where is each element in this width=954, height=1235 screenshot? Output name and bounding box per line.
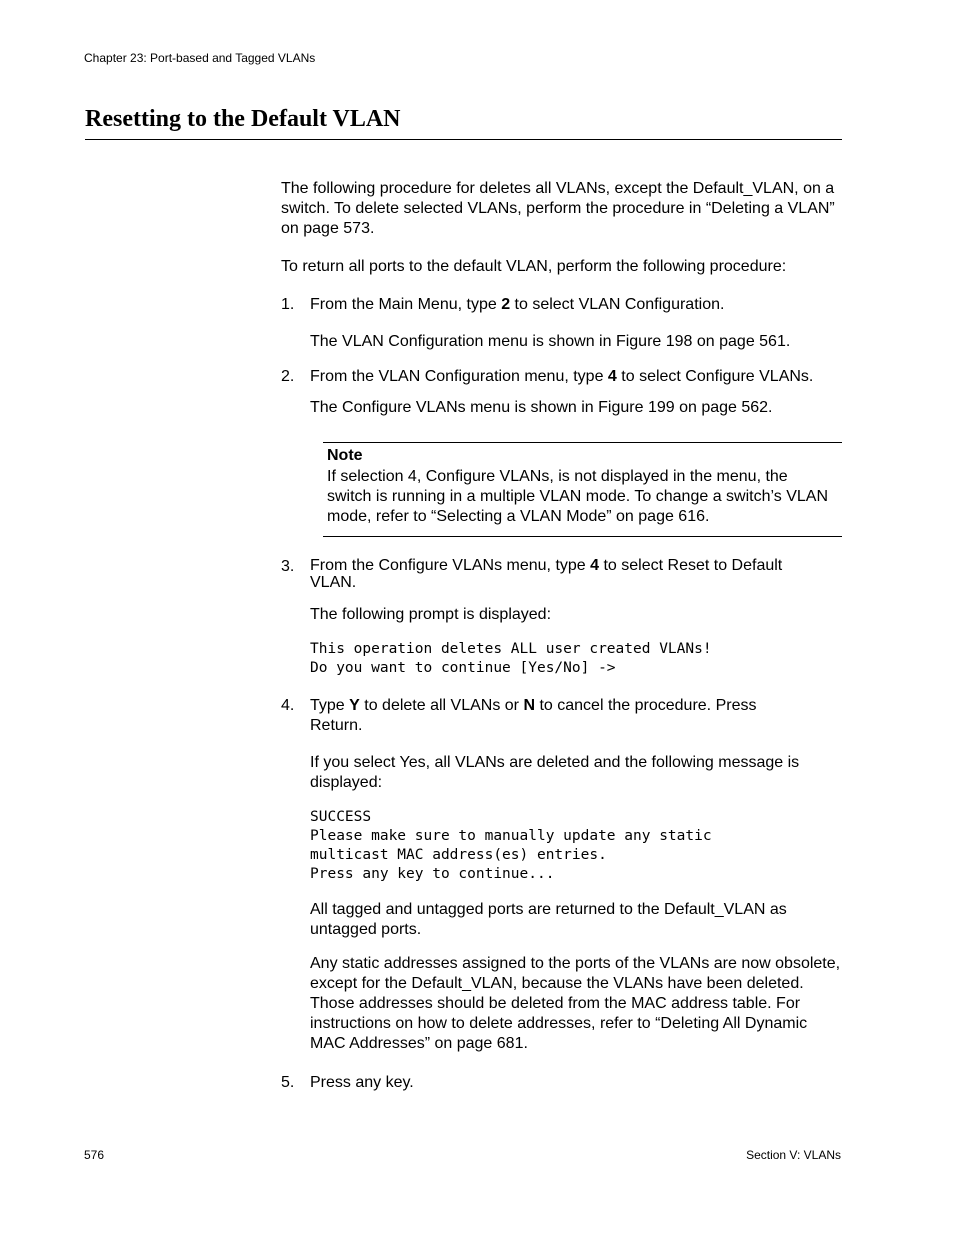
step-1-detail: The VLAN Configuration menu is shown in Figure 198 on page 561. xyxy=(310,333,791,350)
code-line: Do you want to continue [Yes/No] -> xyxy=(310,660,616,676)
step-2-key: 4 xyxy=(607,368,617,385)
intro-paragraph-1: The following procedure for deletes all VLANs, except the Default_VLAN, on a switch. To delete selected VLANs, perform the procedure in “Deleting a VLAN” on page 573. xyxy=(281,180,835,237)
step-4-detail-3: Any static addresses assigned to the ports of the VLANs are now obsolete, except for the Default_VLAN, because the VLANs have been deleted. Those addresses should be deleted from the MAC address table. For instructions on how to delete addresses, refer to “Deleting All Dynamic MAC Addresses” on page 681. xyxy=(310,955,841,1052)
step-5-number: 5. xyxy=(281,1074,295,1091)
step-2-detail: The Configure VLANs menu is shown in Figure 199 on page 562. xyxy=(310,399,773,416)
step-2-text: From the VLAN Configuration menu, type 4 to select Configure VLANs. xyxy=(310,368,814,385)
running-header: Chapter 23: Port-based and Tagged VLANs xyxy=(84,51,316,65)
code-line: SUCCESS xyxy=(310,809,372,825)
footer-section: Section V: VLANs xyxy=(746,1148,841,1162)
note-heading: Note xyxy=(327,447,363,464)
note-top-rule xyxy=(323,442,842,443)
code-line: This operation deletes ALL user created VLANs! xyxy=(310,641,712,657)
code-line: Press any key to continue... xyxy=(310,866,555,882)
section-title: Resetting to the Default VLAN xyxy=(85,106,401,132)
code-success xyxy=(310,808,712,884)
step-4-number: 4. xyxy=(281,697,295,714)
step-3-key: 4 xyxy=(590,557,600,574)
code-prompt xyxy=(310,640,712,678)
note-text: If selection 4, Configure VLANs, is not displayed in the menu, the switch is running in a multiple VLAN mode. To change a switch’s VLAN mode, refer to “Selecting a VLAN Mode” on page 616. xyxy=(327,468,828,525)
step-1-key: 2 xyxy=(501,296,511,313)
step-1-number: 1. xyxy=(281,296,295,313)
intro-paragraph-2: To return all ports to the default VLAN, perform the following procedure: xyxy=(281,258,787,275)
step-4-key-yes: Y xyxy=(349,697,360,714)
step-4-detail-2: All tagged and untagged ports are returned to the Default_VLAN as untagged ports. xyxy=(310,901,787,938)
step-4-key-no: N xyxy=(523,697,536,714)
page-number: 576 xyxy=(84,1148,105,1162)
step-2-number: 2. xyxy=(281,368,295,385)
step-4-text: Type Y to delete all VLANs or N to cancel the procedure. Press Return. xyxy=(310,697,757,734)
code-line: Please make sure to manually update any static xyxy=(310,828,712,844)
step-3-text: From the Configure VLANs menu, type 4 to select Reset to Default VLAN. xyxy=(310,557,783,591)
step-5-text: Press any key. xyxy=(310,1074,414,1091)
step-3-detail: The following prompt is displayed: xyxy=(310,606,552,623)
code-line: multicast MAC address(es) entries. xyxy=(310,847,607,863)
step-4-detail-1: If you select Yes, all VLANs are deleted and the following message is displayed: xyxy=(310,754,800,791)
note-bottom-rule xyxy=(323,536,842,537)
step-1-text: From the Main Menu, type 2 to select VLAN Configuration. xyxy=(310,296,725,313)
title-underline xyxy=(85,139,842,140)
step-3-number: 3. xyxy=(281,558,295,575)
